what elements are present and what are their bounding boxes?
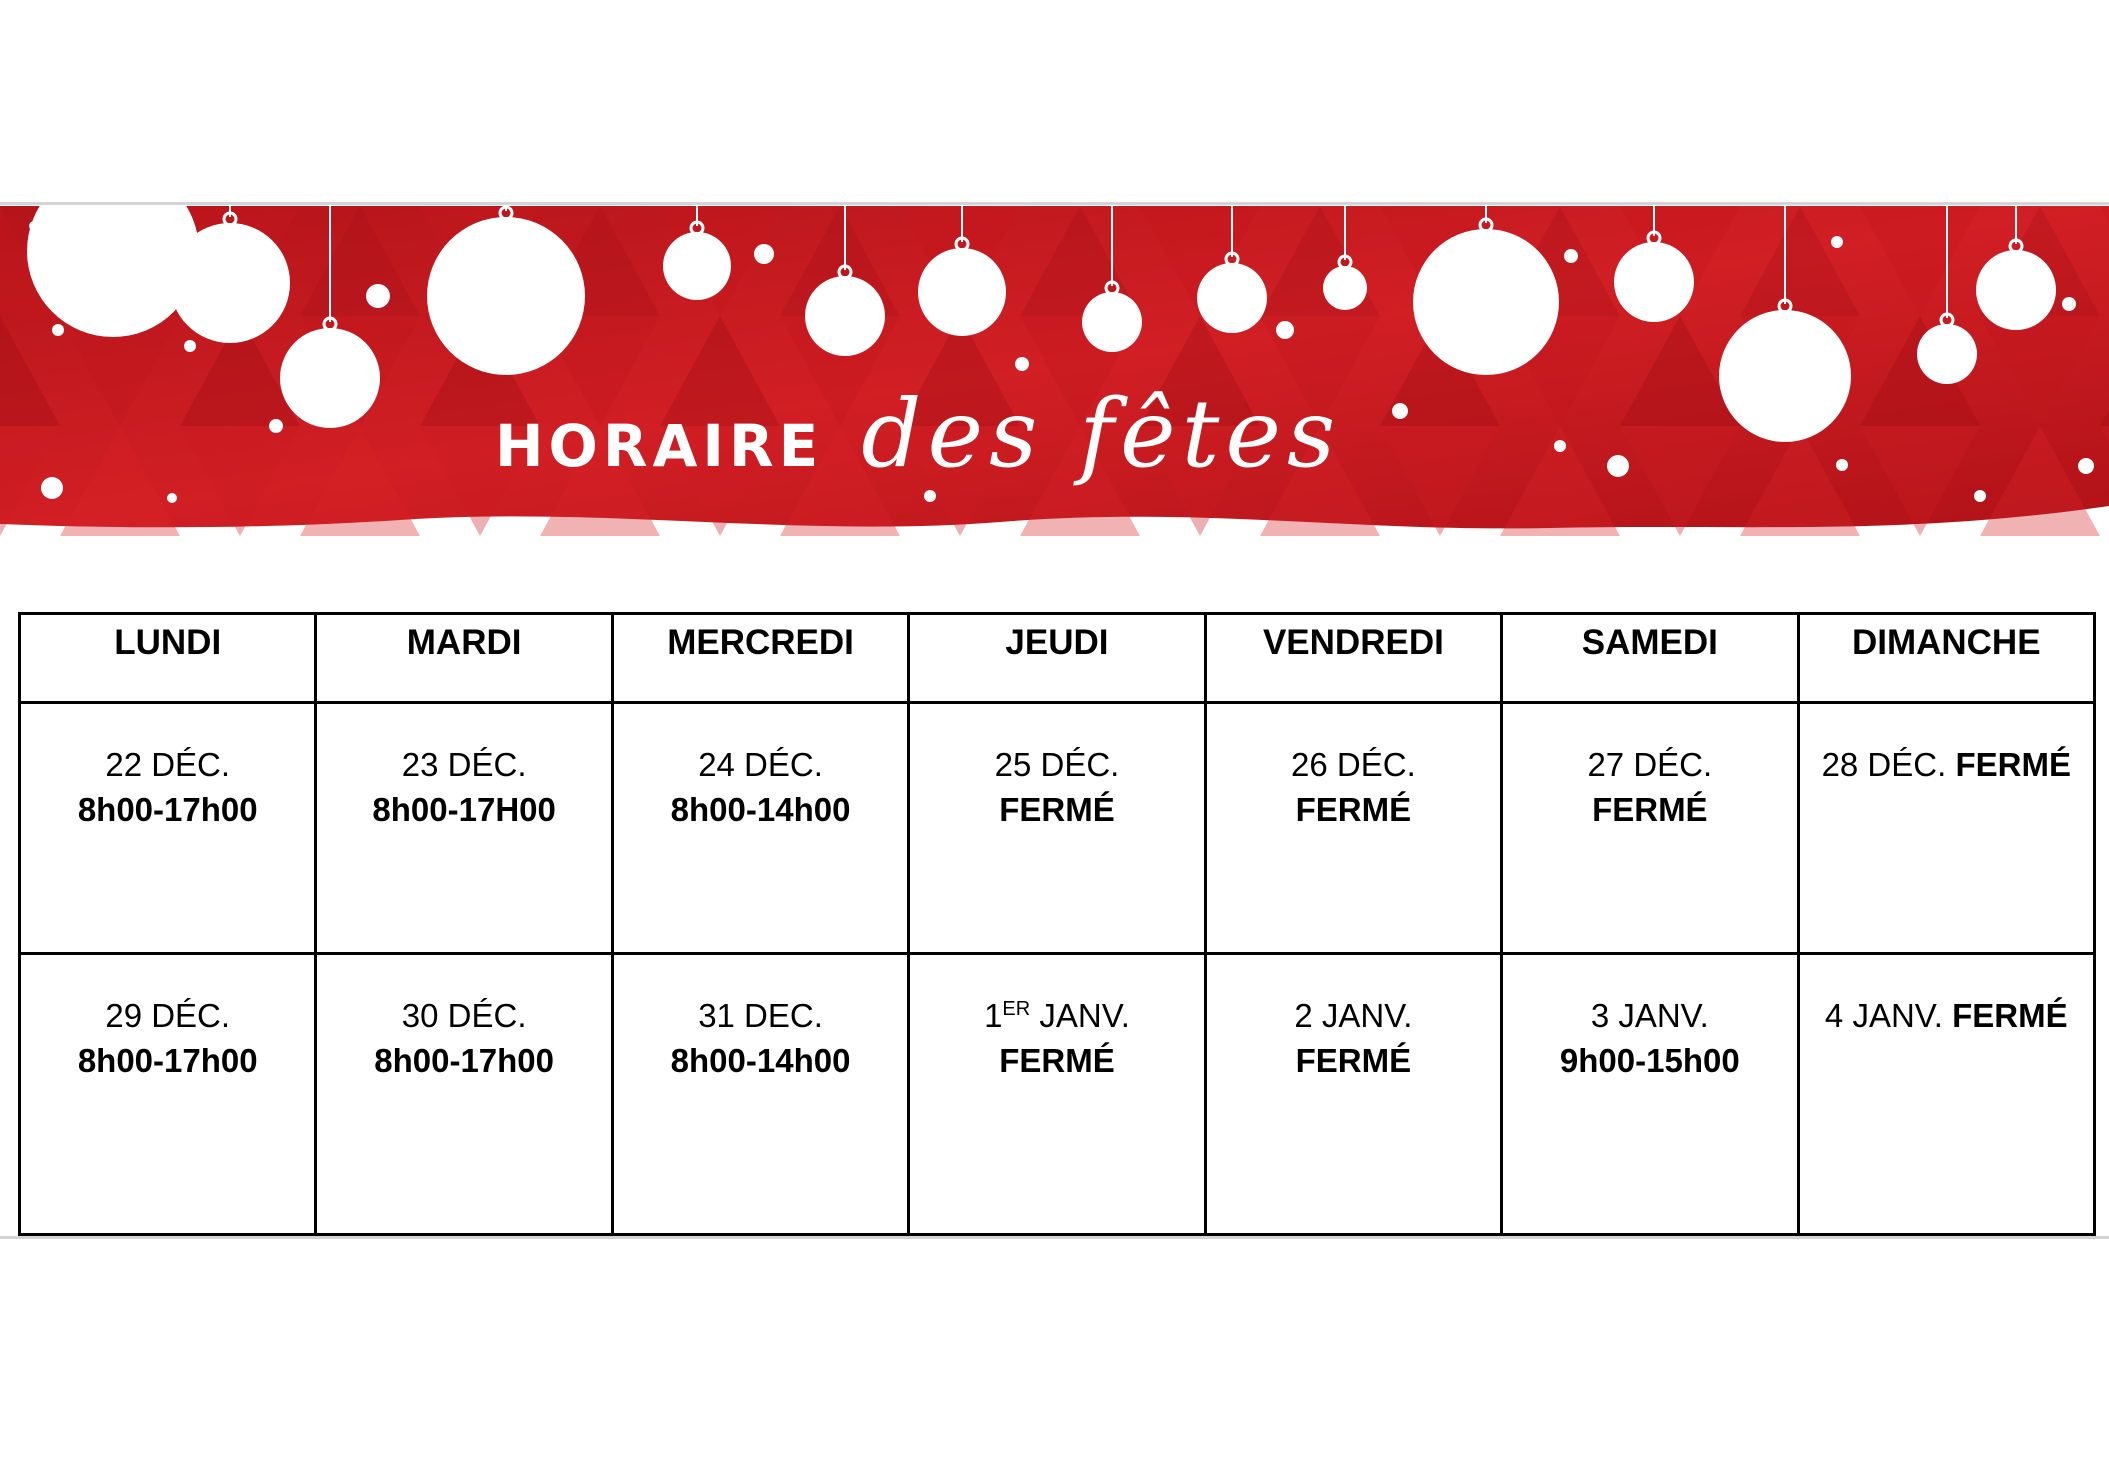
cell-week1-lundi bbox=[20, 703, 316, 954]
date-superscript: ER bbox=[1002, 998, 1031, 1020]
date-label: 28 DÉC. bbox=[1821, 746, 1947, 783]
hours-label: 9h00-15h00 bbox=[1559, 1042, 1740, 1079]
closed-label: FERMÉ bbox=[999, 1042, 1115, 1079]
cell-week1-jeudi bbox=[909, 703, 1205, 954]
cell-week2-mardi bbox=[316, 954, 612, 1235]
snow-dot bbox=[269, 419, 283, 433]
header-lundi: LUNDI bbox=[20, 614, 316, 703]
cell-week2-jeudi bbox=[909, 954, 1205, 1235]
holiday-banner bbox=[0, 206, 2109, 540]
page-top-rule bbox=[0, 202, 2109, 205]
snow-dot bbox=[1564, 249, 1578, 263]
hours-label: 8h00-14h00 bbox=[670, 1042, 851, 1079]
snow-dot bbox=[1015, 357, 1029, 371]
date-label: 31 DEC. bbox=[698, 997, 823, 1034]
cell-week2-lundi bbox=[20, 954, 316, 1235]
cell-week1-vendredi bbox=[1205, 703, 1501, 954]
cell-week2-vendredi bbox=[1205, 954, 1501, 1235]
date-label: 26 DÉC. bbox=[1291, 746, 1416, 783]
cell-week1-mercredi bbox=[612, 703, 908, 954]
header-dimanche: DIMANCHE bbox=[1798, 614, 2094, 703]
date-label: 29 DÉC. bbox=[105, 997, 231, 1034]
snow-dot bbox=[2078, 458, 2094, 474]
hours-label: 8h00-17h00 bbox=[374, 1042, 555, 1079]
cell-week2-samedi bbox=[1502, 954, 1798, 1235]
cell-week1-mardi bbox=[316, 703, 612, 954]
snow-dot bbox=[52, 324, 64, 336]
date-label: 3 JANV. bbox=[1590, 997, 1709, 1034]
header-jeudi: JEUDI bbox=[909, 614, 1205, 703]
table-row-week2 bbox=[20, 954, 2095, 1235]
hours-label: 8h00-17h00 bbox=[77, 1042, 258, 1079]
date-label: 30 DÉC. bbox=[401, 997, 527, 1034]
snow-dot bbox=[1831, 236, 1843, 248]
date-label: 4 JANV. bbox=[1824, 997, 1943, 1034]
date-label: 23 DÉC. bbox=[401, 746, 527, 783]
snow-dot bbox=[924, 490, 936, 502]
closed-label: FERMÉ bbox=[999, 791, 1115, 828]
closed-label: FERMÉ bbox=[1295, 1042, 1412, 1079]
date-day: 1 bbox=[984, 997, 1003, 1034]
snow-dot bbox=[1836, 459, 1848, 471]
holiday-schedule-table bbox=[18, 612, 2096, 1236]
cell-week1-samedi bbox=[1502, 703, 1798, 954]
snow-dot bbox=[2062, 297, 2076, 311]
closed-label: FERMÉ bbox=[1955, 746, 2071, 783]
date-month: JANV. bbox=[1039, 997, 1130, 1034]
snow-dot bbox=[41, 477, 63, 499]
header-vendredi: VENDREDI bbox=[1205, 614, 1501, 703]
date-label: 22 DÉC. bbox=[105, 746, 231, 783]
banner-artwork bbox=[0, 206, 2109, 540]
snow-dot bbox=[1554, 440, 1566, 452]
banner-title-script: des fêtes bbox=[861, 380, 1342, 489]
snow-dot bbox=[1607, 455, 1629, 477]
snow-dot bbox=[184, 340, 196, 352]
hours-label: 8h00-17H00 bbox=[372, 791, 556, 828]
table-header-row bbox=[20, 614, 2095, 703]
snow-dot bbox=[1930, 341, 1944, 355]
snow-dot bbox=[1276, 321, 1294, 339]
closed-label: FERMÉ bbox=[1295, 791, 1412, 828]
date-label: 27 DÉC. bbox=[1587, 746, 1713, 783]
hours-label: 8h00-14h00 bbox=[670, 791, 851, 828]
table-row-week1 bbox=[20, 703, 2095, 954]
snow-dot bbox=[29, 221, 39, 231]
closed-label: FERMÉ bbox=[1952, 997, 2068, 1034]
header-mercredi: MERCREDI bbox=[612, 614, 908, 703]
date-label: 25 DÉC. bbox=[994, 746, 1120, 783]
hours-label: 8h00-17h00 bbox=[77, 791, 258, 828]
snow-dot bbox=[167, 493, 177, 503]
cell-week1-dimanche bbox=[1798, 703, 2094, 954]
snow-dot bbox=[1974, 490, 1986, 502]
banner-title-main: HORAIRE bbox=[495, 412, 824, 480]
date-label: 24 DÉC. bbox=[698, 746, 823, 783]
closed-label: FERMÉ bbox=[1592, 791, 1708, 828]
cell-week2-dimanche bbox=[1798, 954, 2094, 1235]
page-bottom-rule bbox=[0, 1236, 2109, 1239]
snow-dot bbox=[754, 244, 774, 264]
banner-title bbox=[495, 380, 1342, 489]
date-label: 2 JANV. bbox=[1294, 997, 1413, 1034]
snow-dot bbox=[1392, 403, 1408, 419]
snow-dot bbox=[366, 284, 390, 308]
date-label bbox=[914, 993, 1199, 1038]
header-samedi: SAMEDI bbox=[1502, 614, 1798, 703]
header-mardi: MARDI bbox=[316, 614, 612, 703]
cell-week2-mercredi bbox=[612, 954, 908, 1235]
